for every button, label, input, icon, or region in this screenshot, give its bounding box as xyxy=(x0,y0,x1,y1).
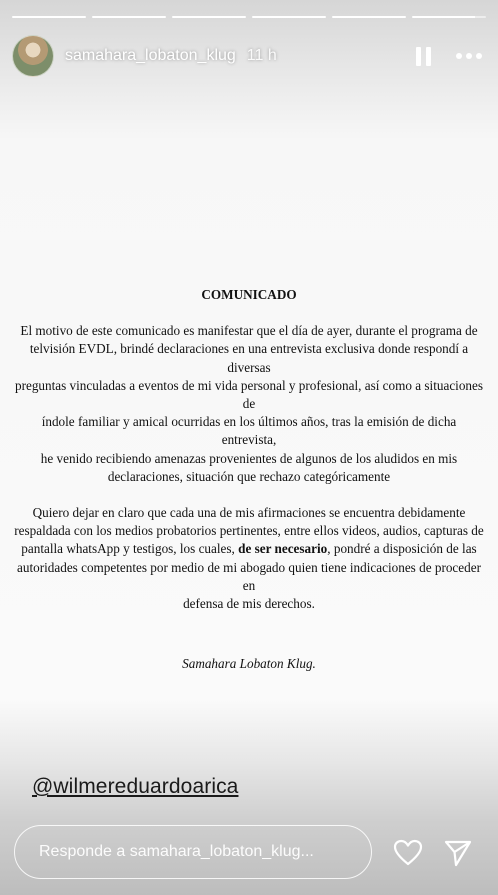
paragraph-1-line: telvisión EVDL, brindé declaraciones en una entrevista exclusiva donde respondí a diversas xyxy=(29,341,469,375)
paragraph-2-line: autoridades competentes por medio de mi abogado quien tiene indicaciones de proceder en xyxy=(17,559,481,593)
story-progress-bar xyxy=(12,16,486,18)
paragraph-1 xyxy=(14,322,484,486)
username[interactable]: samahara_lobaton_klug xyxy=(65,47,236,64)
reply-placeholder: Responde a samahara_lobaton_klug... xyxy=(39,843,314,860)
mention-sticker[interactable]: @wilmereduardoarica xyxy=(32,775,239,798)
send-icon[interactable] xyxy=(442,837,474,869)
document-title: COMUNICADO xyxy=(201,287,297,302)
paragraph-2-line: Quiero dejar en claro que cada una de mis afirmaciones se encuentra debidamente xyxy=(32,505,466,521)
paragraph-2-line: respaldada con los medios probatorios pertinentes, entre ellos videos, audios, capturas de xyxy=(14,523,484,539)
progress-segment xyxy=(252,16,326,18)
story-time: 11 h xyxy=(246,47,277,64)
heart-icon[interactable] xyxy=(392,837,424,869)
progress-segment xyxy=(12,16,86,18)
paragraph-1-line: declaraciones, situación que rechazo categóricamente xyxy=(107,468,391,484)
paragraph-2-line: , pondré a disposición de las xyxy=(327,541,477,557)
story-header xyxy=(12,34,486,78)
progress-segment xyxy=(172,16,246,18)
reply-input[interactable] xyxy=(14,825,372,879)
paragraph-2 xyxy=(14,504,484,613)
signature: Samahara Lobaton Klug. xyxy=(182,656,316,672)
paragraph-1-line: índole familiar y amical ocurridas en los últimos años, tras la emisión de dicha entrevista, xyxy=(41,414,457,448)
paragraph-1-line: he venido recibiendo amenazas provenientes de algunos de los aludidos en mis xyxy=(40,450,458,466)
paragraph-1-line: El motivo de este comunicado es manifestar que el día de ayer, durante el programa de xyxy=(20,323,478,339)
progress-segment xyxy=(332,16,406,18)
paragraph-2-line: pantalla whatsApp y testigos, los cuales, xyxy=(21,541,239,557)
pause-icon[interactable] xyxy=(408,41,438,71)
avatar[interactable] xyxy=(12,35,54,77)
emphasis-text: de ser necesario xyxy=(238,541,328,557)
paragraph-2-line: defensa de mis derechos. xyxy=(183,596,315,612)
statement-document xyxy=(14,286,484,673)
paragraph-1-line: preguntas vinculadas a eventos de mi vida personal y profesional, así como a situaciones de xyxy=(14,377,484,412)
more-icon[interactable] xyxy=(454,41,484,71)
progress-segment xyxy=(92,16,166,18)
progress-segment-active xyxy=(412,16,486,18)
